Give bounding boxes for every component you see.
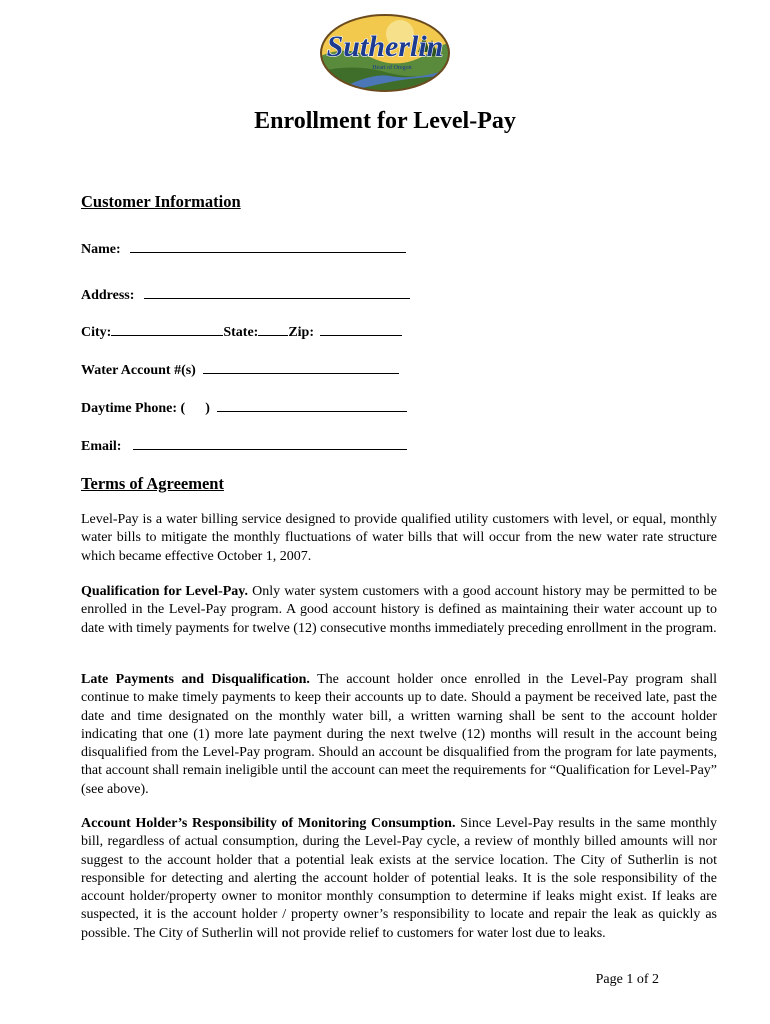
email-field[interactable] <box>133 436 407 450</box>
water-account-field[interactable] <box>203 360 399 374</box>
name-field-row <box>81 239 406 258</box>
address-label: Address: <box>81 288 135 303</box>
qualification-paragraph <box>81 583 717 638</box>
email-field-row <box>81 436 407 455</box>
qualification-title: Qualification for Level-Pay. <box>81 584 249 599</box>
zip-field[interactable] <box>320 322 402 336</box>
state-field[interactable] <box>258 322 288 336</box>
name-label: Name: <box>81 242 121 257</box>
city-field[interactable] <box>111 322 223 336</box>
page-number: Page 1 of 2 <box>595 972 659 987</box>
responsibility-title: Account Holder’s Responsibility of Monitoring Consumption. <box>81 816 456 831</box>
late-payments-title: Late Payments and Disqualification. <box>81 672 310 687</box>
late-payments-paragraph <box>81 671 717 799</box>
phone-field[interactable] <box>217 398 407 412</box>
customer-info-heading: Customer Information <box>81 192 241 211</box>
responsibility-paragraph <box>81 815 717 943</box>
name-field[interactable] <box>130 239 406 253</box>
terms-intro-paragraph: Level-Pay is a water billing service designed to provide qualified utility customers with level, or equal, monthly water bills to mitigate the monthly fluctuations of water bills that will occur from the new water rate structure which became effective October 1, 2007. <box>81 512 717 564</box>
late-payments-text: The account holder once enrolled in the Level-Pay program shall continue to make timely payments to keep their accounts up to date. Should a payment be received late, past the date and time designated on the monthly water bill, a written warning shall be sent to the account holder indicating that one (1) more late payment during the next twelve (12) months will result in the account being disqualified from the Level-Pay program. Should an account be disqualified from the program for late payments, that account shall remain ineligible until the account can meet the requirements for “Qualification for Level-Pay” (see above). <box>81 672 718 797</box>
city-state-zip-row <box>81 322 402 341</box>
page-title: Enrollment for Level-Pay <box>254 108 516 134</box>
qualification-text: Only water system customers with a good account history may be permitted to be enrolled in the Level-Pay program. A good account history is defined as maintaining their water account up to date with timely payments for twelve (12) consecutive months immediately preceding enrollment in the program. <box>81 584 717 636</box>
address-field-row <box>81 285 410 304</box>
email-label: Email: <box>81 439 122 454</box>
phone-label: Daytime Phone: ( <box>81 401 186 416</box>
sutherlin-logo <box>310 12 460 94</box>
address-field[interactable] <box>144 285 410 299</box>
account-label: Water Account #(s) <box>81 363 196 378</box>
phone-field-row <box>81 398 407 417</box>
city-label: City: <box>81 325 112 340</box>
responsibility-text: Since Level-Pay results in the same monthly bill, regardless of actual consumption, during the Level-Pay cycle, a review of monthly billed amounts will nor suggest to the account holder that a potential leak exists at the service location. The City of Sutherlin is not responsible for detecting and alerting the account holder of potential leaks. It is the sole responsibility of the account holder/property owner to monitor monthly consumption to determine if leaks might exist. If leaks are suspected, it is the account holder / property owner’s responsibility to locate and repair the leak as quickly as possible. The City of Sutherlin will not provide relief to customers for water lost due to leaks. <box>81 816 717 941</box>
account-field-row <box>81 360 399 379</box>
zip-label: Zip: <box>288 325 315 340</box>
logo-wordmark: Sutherlin <box>326 30 444 63</box>
phone-close-paren: ) <box>205 401 210 416</box>
logo-subtitle: Heart of Oregon <box>372 65 412 71</box>
state-label: State: <box>223 325 259 340</box>
terms-heading: Terms of Agreement <box>81 474 224 493</box>
